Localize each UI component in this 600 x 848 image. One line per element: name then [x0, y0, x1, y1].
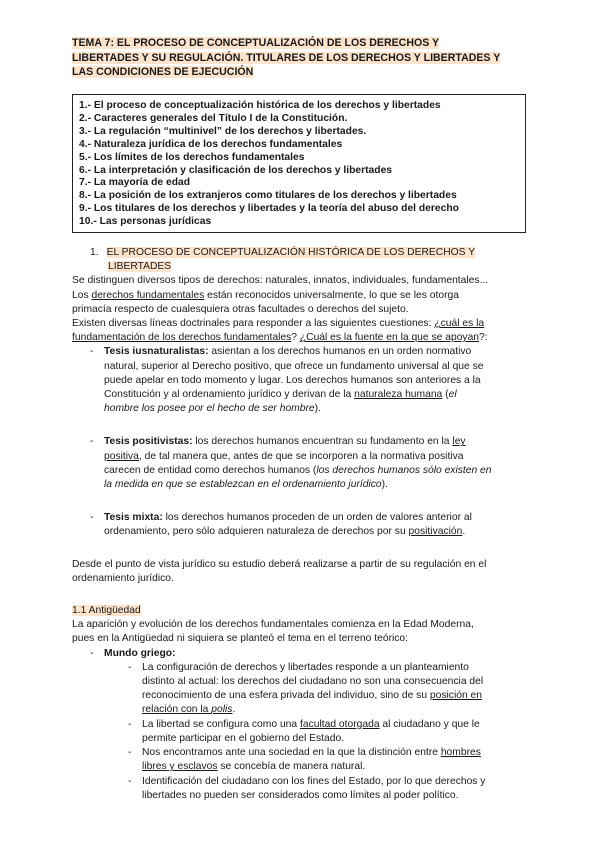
text-run: están reconocidos universalmente, lo que se les otorga — [204, 289, 459, 301]
text-run: Existen diversas líneas doctrinales para responder a las siguientes cuestiones: — [72, 318, 435, 330]
underlined-term: facultad otorgada — [299, 718, 380, 730]
underlined-term: relación con la — [142, 704, 212, 716]
document-body — [72, 246, 532, 803]
text-run: al ciudadano y que le — [379, 718, 480, 730]
italic-text: hombre los posee por el hecho de ser hombre — [104, 403, 315, 415]
paragraph-1 — [72, 274, 532, 317]
thesis-iusnaturalist — [72, 345, 532, 416]
paragraph-line: La configuración de derechos y libertades responde a un planteamiento — [142, 661, 469, 673]
sub-bullet-dash: - — [128, 718, 132, 730]
underlined-term: hombres — [440, 747, 481, 759]
text-run: ordenamiento, pero sólo adquieren naturaleza de derechos por su — [104, 526, 409, 538]
text-run: . — [232, 704, 236, 716]
section-1-number: 1. — [90, 247, 99, 258]
text-run: los derechos humanos encuentran su fundamento en la — [192, 436, 453, 448]
section-1-heading — [72, 246, 532, 274]
sub-bullet-dash: - — [128, 775, 132, 787]
text-run: asientan a los derechos humanos en un orden normativo — [208, 346, 472, 358]
thesis-label: Tesis positivistas: — [104, 436, 193, 448]
underlined-term: naturaleza humana — [354, 389, 443, 401]
toc-item: 2.- Caracteres generales del Título I de la Constitución. — [79, 112, 348, 124]
thesis-positivist — [72, 435, 532, 492]
underlined-italic-term: polis — [211, 704, 233, 716]
paragraph-line: Desde el punto de vista jurídico su estudio deberá realizarse a partir de su regulación en el — [72, 558, 487, 570]
text-run: La libertad se configura como una — [142, 718, 300, 730]
underlined-question: ¿cuál es la — [434, 318, 485, 330]
text-run: ?: — [479, 332, 488, 344]
paragraph-line: La aparición y evolución de los derechos fundamentales comienza en la Edad Moderna, — [72, 619, 474, 631]
section-1-1-title: 1.1 Antigüedad — [72, 605, 141, 617]
paragraph-3 — [72, 558, 532, 586]
section-1-1-heading — [72, 604, 532, 618]
toc-item: 10.- Las personas jurídicas — [79, 216, 212, 228]
bullet-label: Mundo griego: — [104, 647, 176, 659]
thesis-label: Tesis mixta: — [104, 512, 163, 524]
paragraph-line — [72, 317, 532, 331]
toc-item: 7.- La mayoría de edad — [79, 177, 191, 189]
italic-text: los derechos humanos sólo existen en — [316, 464, 492, 476]
text-run: los derechos humanos proceden de un orden de valores anterior al — [162, 512, 472, 524]
paragraph-line: Se distinguen diversos tipos de derechos: naturales, innatos, individuales, fundamentales... — [72, 275, 489, 287]
paragraph-line: distinto al actual: los derechos del ciudadano no son una consecuencia del — [142, 676, 484, 688]
underlined-term: ley — [452, 436, 466, 448]
table-of-contents — [72, 94, 526, 233]
paragraph-line: pues en la Antigüedad ni siquiera se planteó el tema en el terreno teórico: — [72, 633, 409, 645]
text-run: reconocimiento de una esfera privada del individuo, sino de su — [142, 690, 430, 702]
sub-bullet-dash: - — [128, 661, 132, 673]
underlined-question: fundamentación de los derechos fundamentales — [72, 332, 292, 344]
text-run: carecen de entidad como derechos humanos ( — [104, 464, 317, 476]
bullet-dash: - — [90, 436, 94, 448]
toc-item: 1.- El proceso de conceptualización histórica de los derechos y libertades — [79, 100, 441, 111]
page-title — [72, 36, 532, 80]
text-run: , de tal manera que, antes de que se incorporen a la normativa positiva — [138, 450, 464, 462]
toc-item: 5.- Los límites de los derechos fundamentales — [79, 151, 305, 163]
text-run: . — [462, 526, 466, 538]
thesis-mixed — [72, 511, 532, 539]
underlined-question: ¿Cuál es la fuente en la que se apoyan — [299, 332, 480, 344]
title-line-1: TEMA 7: EL PROCESO DE CONCEPTUALIZACIÓN DE LOS DERECHOS Y — [72, 37, 440, 49]
bullet-dash: - — [90, 647, 94, 659]
text-run: ? — [291, 332, 300, 344]
paragraph-line: natural, superior al Derecho positivo, que ofrece un fundamento universal al que se — [104, 360, 484, 372]
toc-item: 8.- La posición de los extranjeros como titulares de los derechos y libertades — [79, 190, 457, 202]
section-1-title-line-2: LIBERTADES — [108, 261, 172, 273]
greek-item-1 — [72, 661, 532, 718]
text-run: ). — [381, 479, 388, 491]
title-line-3: LAS CONDICIONES DE EJECUCIÓN — [72, 66, 254, 78]
text-run: Nos encontramos ante una sociedad en la que la distinción entre — [142, 747, 441, 759]
paragraph-line: permite participar en el gobierno del Estado. — [142, 732, 345, 744]
bullet-dash: - — [90, 346, 94, 358]
text-run: Los — [72, 289, 92, 301]
toc-item: 3.- La regulación “multinivel” de los derechos y libertades. — [79, 125, 367, 137]
paragraph-line: ordenamiento jurídico. — [72, 572, 174, 584]
greek-item-2 — [72, 718, 532, 746]
greek-item-3 — [72, 746, 532, 774]
paragraph-line: libertades no pueden ser considerados como límites al poder político. — [142, 789, 459, 801]
paragraph-line: puede apelar en todo momento y lugar. Los derechos humanos son anteriores a la — [104, 374, 481, 386]
thesis-label: Tesis iusnaturalistas: — [104, 346, 209, 358]
greek-world-bullet — [72, 647, 532, 661]
underlined-term: positiva — [104, 450, 139, 462]
italic-text: el — [448, 389, 457, 401]
toc-item: 4.- Naturaleza jurídica de los derechos fundamentales — [79, 138, 343, 150]
section-1-title-line-1: EL PROCESO DE CONCEPTUALIZACIÓN HISTÓRICA DE LOS DERECHOS Y — [106, 247, 476, 258]
text-run: ( — [442, 389, 449, 401]
sub-bullet-dash: - — [128, 747, 132, 759]
text-run: ). — [314, 403, 321, 415]
bullet-dash: - — [90, 512, 94, 524]
paragraph-4 — [72, 618, 532, 646]
toc-item: 9.- Los titulares de los derechos y libertades y la teoría del abuso del derecho — [79, 203, 459, 215]
underlined-term: posición en — [429, 690, 483, 702]
paragraph-line: primacía respecto de cualesquiera otras facultades o derechos del sujeto. — [72, 303, 409, 315]
title-line-2: LIBERTADES Y SU REGULACIÓN. TITULARES DE LOS DERECHOS Y LIBERTADES Y — [72, 51, 501, 64]
paragraph-line — [72, 289, 532, 303]
paragraph-line — [72, 331, 532, 345]
underlined-term: positivación — [408, 526, 463, 538]
underlined-term: libres y esclavos — [142, 761, 218, 773]
text-run: Constitución y al ordenamiento jurídico y derivan de la — [104, 389, 355, 401]
text-run: se concebía de manera natural. — [217, 761, 366, 773]
paragraph-line: Identificación del ciudadano con los fines del Estado, por lo que derechos y — [142, 775, 486, 787]
toc-item: 6.- La interpretación y clasificación de los derechos y libertades — [79, 164, 393, 176]
greek-item-4 — [72, 775, 532, 803]
paragraph-2 — [72, 317, 532, 345]
underlined-term: derechos fundamentales — [91, 289, 205, 301]
italic-text: la medida en que se establezcan en el ordenamiento jurídico — [104, 479, 382, 491]
